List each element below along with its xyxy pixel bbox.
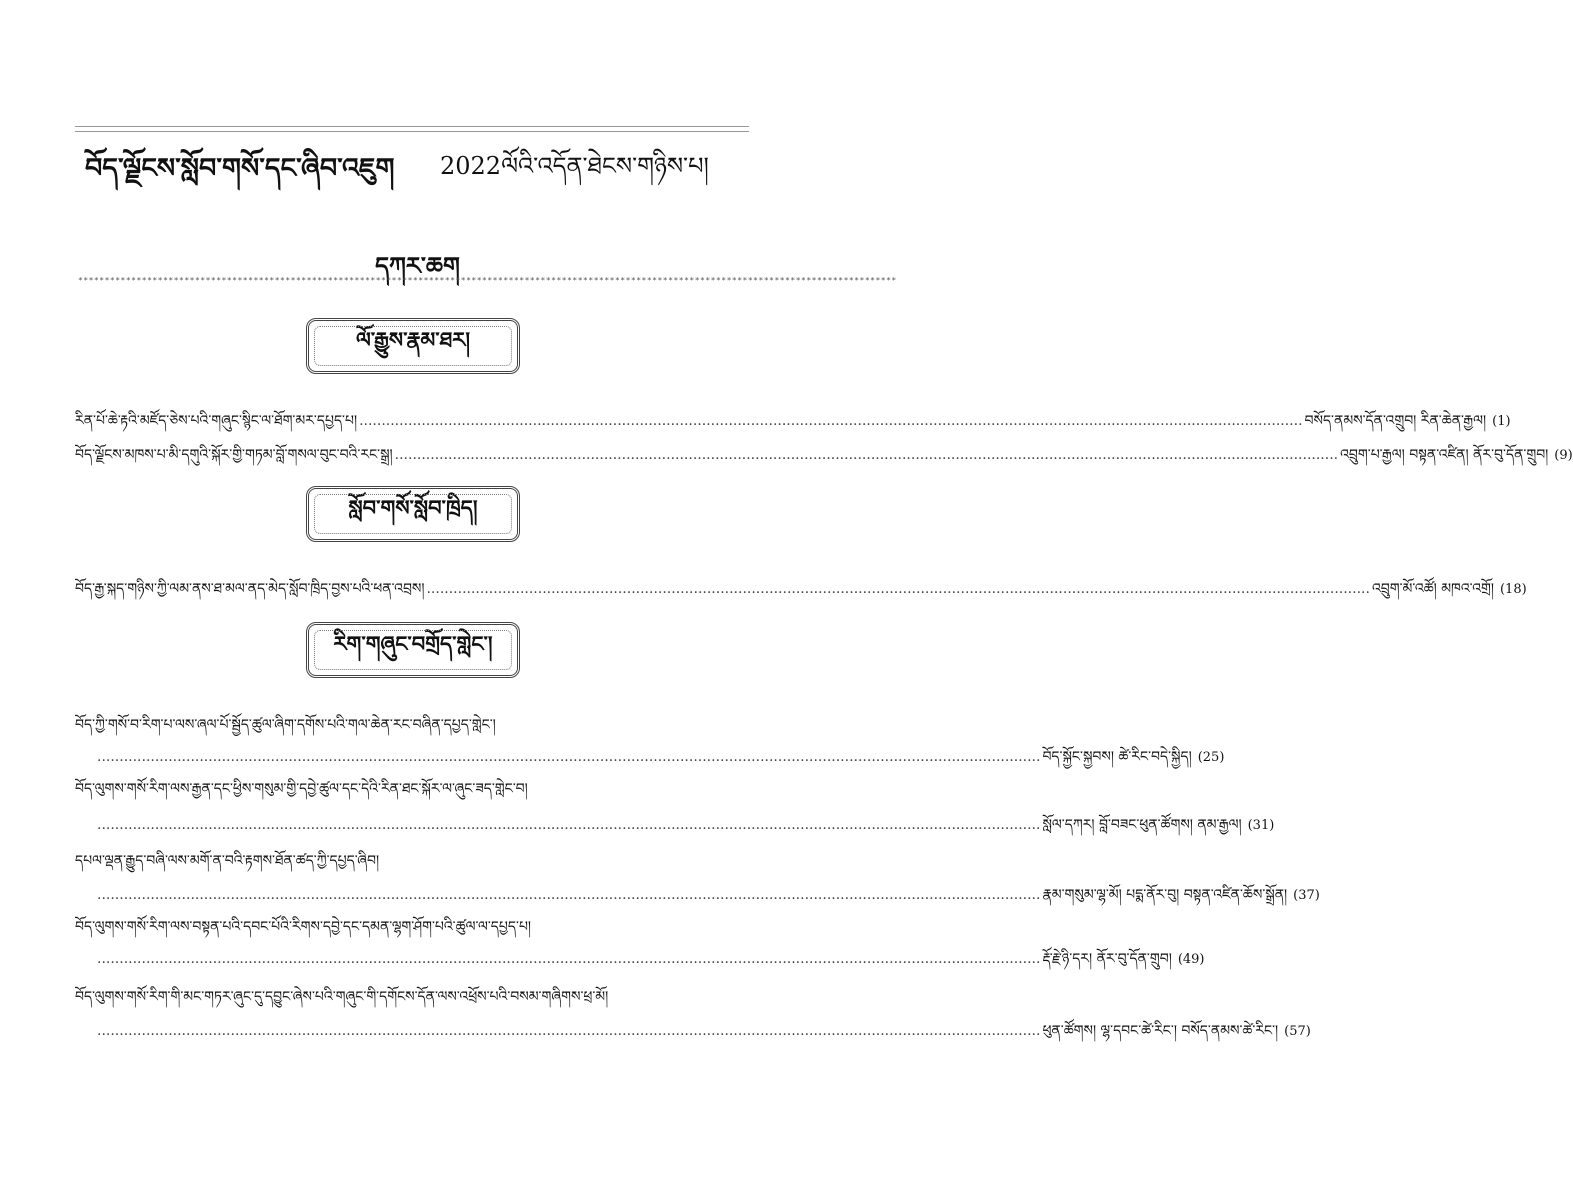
entry-author: རྣམ་གསུམ་ལྷ་མོ། པདྨ་ནོར་བུ། བསྟན་འཛིན་ཆོས་སྒྲོན། bbox=[1042, 887, 1288, 903]
page-number: (25) bbox=[1197, 750, 1225, 765]
dot-leader bbox=[97, 1023, 1040, 1039]
issue-label: 2022ལོའི་འདོན་ཐེངས་གཉིས་པ། bbox=[440, 152, 709, 180]
entry-title: བོད་ལྗོངས་མཁས་པ་མི་དགུའི་སྐོར་གྱི་གཏམ་བློ་གསལ་བུང་བའི་རང་སྒྲ། bbox=[75, 447, 393, 463]
section-title: རིག་གཞུང་བགྲོད་གླེང་། bbox=[333, 630, 493, 656]
entry-title: བོད་རྒྱ་སྐད་གཉིས་ཀྱི་ལམ་ནས་ཐ་མལ་ནད་མེད་སློབ་ཁྲིད་བྱས་པའི་ཕན་འབྲས། bbox=[75, 581, 425, 597]
page-number: (9) bbox=[1554, 448, 1573, 463]
header-rule-top bbox=[75, 126, 749, 127]
toc-entry[interactable] bbox=[75, 438, 1573, 478]
dot-leader bbox=[359, 413, 1302, 429]
toc-entry[interactable] bbox=[95, 942, 1205, 982]
dot-leader bbox=[395, 447, 1338, 463]
entry-title[interactable]: བོད་ལུགས་གསོ་རིག་གི་མང་གཏར་ཞུང་དུ་དབྱུང་ཞེས་པའི་གཞུང་གི་དགོངས་དོན་ལས་འཕྲོས་པའི་བསམ་གཞིགས་ཕྲ་མོ། bbox=[75, 989, 609, 1005]
dot-leader bbox=[97, 749, 1040, 765]
page-number: (37) bbox=[1293, 888, 1320, 903]
journal-title: བོད་ལྗོངས་སློབ་གསོ་དང་ཞིབ་འཇུག bbox=[85, 153, 395, 184]
entry-author: བོད་སྐྱོང་སྐྱབས། ཚེ་རིང་བདེ་སྐྱིད། bbox=[1042, 749, 1192, 765]
header-rule-bottom bbox=[75, 131, 749, 132]
section-heading-scholarship bbox=[306, 622, 520, 678]
dot-leader bbox=[97, 887, 1040, 903]
toc-entry[interactable] bbox=[75, 572, 1527, 612]
page-number: (31) bbox=[1247, 818, 1275, 833]
toc-heading: དཀར་ཆག bbox=[375, 251, 460, 280]
entry-title[interactable]: བོད་ལུགས་གསོ་རིག་ལས་བསྟན་པའི་དབང་པོའི་རིགས་དབྱེ་དང་དམན་ལྷག་ཤོག་པའི་ཚུལ་ལ་དཔྱད་པ། bbox=[75, 919, 532, 935]
star-divider: ********************************************************************************************************************************************************** bbox=[78, 276, 897, 285]
entry-author: རྡོ་རྗེ་ཉི་དར། ནོར་བུ་དོན་གྲུབ། bbox=[1042, 951, 1172, 967]
page-number: (1) bbox=[1492, 414, 1511, 429]
entry-title: རིན་པོ་ཆེ་རྟའི་མཛོད་ཅེས་པའི་གཞུང་སྙིང་ལ་ཐོག་མར་དཔྱད་པ། bbox=[75, 413, 358, 429]
page-number: (57) bbox=[1284, 1024, 1311, 1039]
section-title: ལོ་རྒྱུས་རྣམ་ཐར། bbox=[355, 326, 471, 352]
section-heading-history bbox=[306, 318, 520, 374]
dot-leader bbox=[97, 817, 1040, 833]
toc-entry[interactable] bbox=[95, 808, 1275, 848]
entry-title[interactable]: བོད་ལུགས་གསོ་རིག་ལས་རྒྱན་དང་ཕྱིས་གསུམ་གྱི་དབྱེ་ཚུལ་དང་དེའི་རིན་ཐང་སྐོར་ལ་ཞུང་ཟད་གླེང་བ། bbox=[75, 781, 528, 797]
entry-title[interactable]: བོད་ཀྱི་གསོ་བ་རིག་པ་ལས་ཞལ་པོ་སྦྱོད་ཚུལ་ཞིག་དགོས་པའི་གལ་ཆེན་རང་བཞིན་དཔྱད་གླེང་། bbox=[75, 717, 496, 733]
page-number: (49) bbox=[1177, 952, 1205, 967]
entry-author: ཕུན་ཚོགས། ལྷ་དབང་ཚེ་རིང་། བསོད་ནམས་ཚེ་རིང་། bbox=[1042, 1023, 1279, 1039]
page-number: (18) bbox=[1499, 582, 1527, 597]
dot-leader bbox=[426, 581, 1369, 597]
section-title: སློབ་གསོ་སློབ་ཁྲིད། bbox=[348, 494, 478, 520]
entry-author: སློལ་དཀར། བློ་བཟང་ཕུན་ཚོགས། ནམ་རྒྱལ། bbox=[1042, 817, 1242, 833]
entry-author: འབྲུག་མོ་འཚོ། མཁའ་འགྲོ། bbox=[1371, 581, 1494, 597]
entry-author: བསོད་ནམས་དོན་འགྲུབ། རིན་ཆེན་རྒྱལ། bbox=[1304, 413, 1487, 429]
toc-entry[interactable] bbox=[95, 1014, 1311, 1054]
entry-author: འབྲུག་པ་རྒྱལ། བསྟན་འཛིན། ནོར་བུ་དོན་གྲུབ། bbox=[1340, 447, 1549, 463]
dot-leader bbox=[97, 951, 1040, 967]
entry-title[interactable]: དཔལ་ལྡན་རྒྱུད་བཞི་ལས་མགོ་ན་བའི་རྟགས་ཐོན་ཚད་ཀྱི་དཔྱད་ཞིབ། bbox=[75, 853, 380, 869]
section-heading-education bbox=[306, 486, 520, 542]
